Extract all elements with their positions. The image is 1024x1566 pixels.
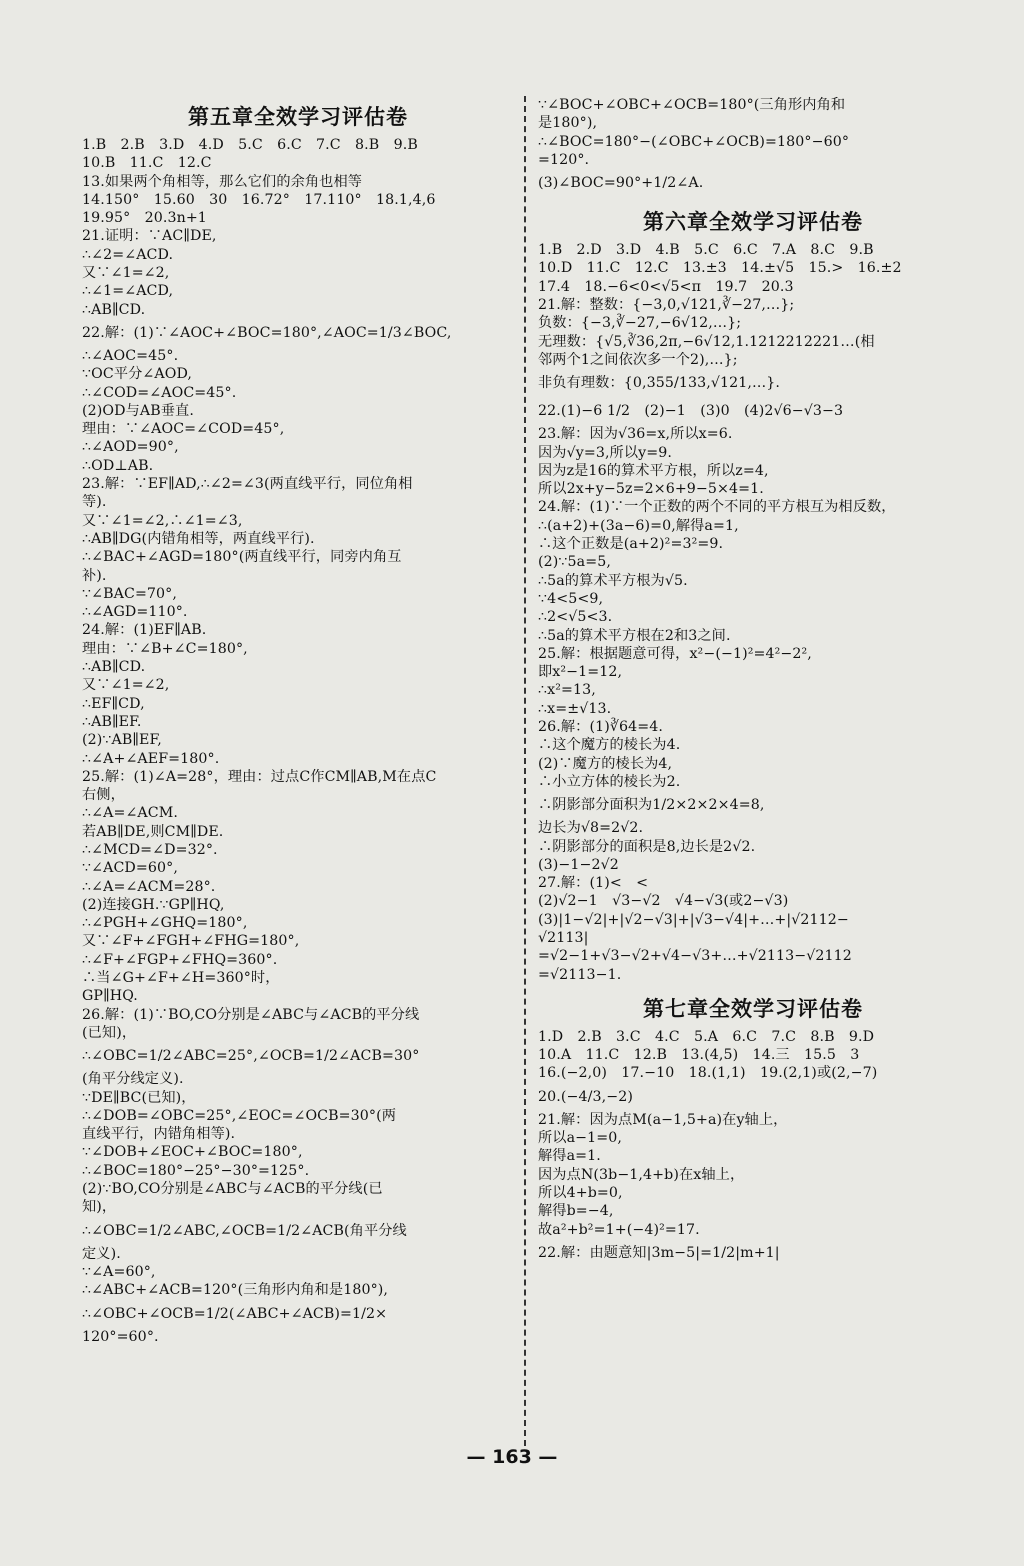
answer-line: ∴∠A=∠ACM=28°. <box>82 878 216 895</box>
answer-line: 又∵∠1=∠2, <box>82 677 170 694</box>
answer-line: (已知)， <box>82 1024 137 1041</box>
answer-line: ∵DE∥BC(已知)， <box>82 1089 196 1106</box>
answer-line: ∴2<√5<3. <box>538 609 613 626</box>
answer-line: ∴当∠G+∠F+∠H=360°时， <box>82 970 280 987</box>
answer-line: 13.如果两个角相等，那么它们的余角也相等 <box>82 173 363 190</box>
answer-line: ∵OC平分∠AOD, <box>82 366 193 383</box>
answer-line: 又∵∠1=∠2,∴∠1=∠3, <box>82 512 243 529</box>
chapter5-title: 第五章全效学习评估卷 <box>188 105 408 129</box>
answer-line: (2)∵魔方的棱长为4, <box>538 755 673 772</box>
answer-line: (2)OD与AB垂直. <box>82 402 194 419</box>
answer-line: ∴5a的算术平方根在2和3之间. <box>538 627 731 644</box>
answer-line: ∴∠PGH+∠GHQ=180°, <box>82 915 248 932</box>
answer-line: ∴∠2=∠ACD. <box>82 246 174 263</box>
answer-line: (2)∵BO,CO分别是∠ABC与∠ACB的平分线(已 <box>82 1181 383 1198</box>
answer-line: (2)连接GH.∵GP∥HQ, <box>82 896 225 913</box>
chapter6-title: 第六章全效学习评估卷 <box>643 210 863 235</box>
answer-line: ∴x²=13, <box>538 682 596 699</box>
answer-line: ∴∠1=∠ACD, <box>82 283 174 300</box>
answer-line: 21.解：因为点M(a−1,5+a)在y轴上， <box>538 1111 788 1128</box>
answer-line: 1.B 2.B 3.D 4.D 5.C 6.C 7.C 8.B 9.B <box>82 137 418 153</box>
answer-line: 等). <box>82 494 107 511</box>
answer-line: ∴∠A=∠ACM. <box>82 805 178 822</box>
answer-line: 25.解：根据题意可得，x²−(−1)²=4²−2², <box>538 645 812 662</box>
answer-line: =120°. <box>538 151 590 168</box>
answer-line: ∴∠AGD=110°. <box>82 604 188 621</box>
column-divider <box>524 96 526 1446</box>
answer-line: 解得a=1. <box>538 1148 601 1165</box>
answer-line: ∴∠COD=∠AOC=45°. <box>82 384 237 401</box>
chapter7-answers <box>538 1028 968 1267</box>
answer-line: ∵4<5<9, <box>538 590 604 607</box>
answer-line: (3)−1−2√2 <box>538 856 619 873</box>
answer-line: 21.证明：∵AC∥DE, <box>82 228 217 245</box>
answer-line: ∴∠BAC+∠AGD=180°(两直线平行，同旁内角互 <box>82 549 402 566</box>
chapter7-title: 第七章全效学习评估卷 <box>643 996 863 1021</box>
answer-line: ∴这个魔方的棱长为4. <box>538 737 681 754</box>
answer-line: 10.D 11.C 12.C 13.±3 14.±√5 15.> 16.±2 <box>538 260 902 277</box>
answer-line: 若AB∥DE,则CM∥DE. <box>82 823 224 840</box>
answer-line: 27.解：(1)< < <box>538 875 649 892</box>
answer-line: 因为点N(3b−1,4+b)在x轴上， <box>538 1166 745 1183</box>
answer-line: 所以2x+y−5z=2×6+9−5×4=1. <box>538 481 764 498</box>
answer-line: ∵∠DOB+∠EOC+∠BOC=180°, <box>82 1144 303 1161</box>
answer-line: 22.解：由题意知|3m−5|=1/2|m+1| <box>538 1244 780 1261</box>
answer-line: 无理数：{√5,∛36,2π,−6√12,1.1212212221…(相 <box>538 333 875 350</box>
answer-line: ∴∠BOC=180°−(∠OBC+∠OCB)=180°−60° <box>538 133 850 150</box>
answer-line: ∴OD⊥AB. <box>82 457 154 474</box>
answer-line: 直线平行，内错角相等). <box>82 1126 236 1143</box>
answer-line: ∴∠AOC=45°. <box>82 347 179 364</box>
answer-line: 右侧， <box>82 787 125 804</box>
answer-line: ∴∠DOB=∠OBC=25°,∠EOC=∠OCB=30°(两 <box>82 1107 397 1124</box>
answer-line: (2)∵AB∥EF, <box>82 732 162 749</box>
answer-line: ∵∠ACD=60°, <box>82 860 178 877</box>
answer-line: 24.解：(1)∵一个正数的两个不同的平方根互为相反数， <box>538 499 896 516</box>
answer-line: ∴小立方体的棱长为2. <box>538 773 681 790</box>
answer-line: 因为z是16的算术平方根，所以z=4, <box>538 462 769 479</box>
answer-line: =√2113−1. <box>538 966 622 983</box>
answer-line: ∵∠BOC+∠OBC+∠OCB=180°(三角形内角和 <box>538 97 846 113</box>
answer-line: ∴这个正数是(a+2)²=3²=9. <box>538 536 724 553</box>
answer-line: ∴阴影部分的面积是8,边长是2√2. <box>538 838 756 855</box>
answer-line: ∴∠BOC=180°−25°−30°=125°. <box>82 1162 310 1179</box>
answer-line: ∵∠BAC=70°, <box>82 585 177 602</box>
answer-line: 即x²−1=12, <box>538 664 623 681</box>
answer-line: ∴阴影部分面积为1/2×2×2×4=8, <box>538 797 765 814</box>
answer-line: ∴∠F+∠FGP+∠FHQ=360°. <box>82 951 278 968</box>
answer-line: 定义). <box>82 1245 121 1262</box>
answer-line: ∴∠OBC=1/2∠ABC,∠OCB=1/2∠ACB(角平分线 <box>82 1222 407 1239</box>
answer-line: ∴EF∥CD, <box>82 695 145 712</box>
answer-line: ∴AB∥EF. <box>82 713 142 730</box>
answer-line: ∴(a+2)+(3a−6)=0,解得a=1, <box>538 517 739 534</box>
answer-line: 25.解：(1)∠A=28°，理由：过点C作CM∥AB,M在点C <box>82 768 437 785</box>
answer-line: ∴∠AOD=90°, <box>82 439 179 456</box>
answer-line: 20.(−4/3,−2) <box>538 1088 633 1105</box>
answer-line: 因为√y=3,所以y=9. <box>538 444 672 461</box>
left-column <box>82 92 514 1346</box>
answer-line: 17.4 18.−6<0<√5<π 19.7 20.3 <box>538 278 794 295</box>
answer-line: 24.解：(1)EF∥AB. <box>82 622 207 639</box>
answer-line: 26.解：(1)∵BO,CO分别是∠ABC与∠ACB的平分线 <box>82 1006 420 1023</box>
answer-line: 边长为√8=2√2. <box>538 820 644 837</box>
answer-line: 邻两个1之间依次多一个2),…}; <box>538 351 738 368</box>
answer-line: 26.解：(1)∛64=4. <box>538 719 663 736</box>
answer-line: ∴∠OBC+∠OCB=1/2(∠ABC+∠ACB)=1/2× <box>82 1305 388 1322</box>
answer-line: 故a²+b²=1+(−4)²=17. <box>538 1221 700 1238</box>
answer-line: (角平分线定义). <box>82 1071 184 1088</box>
answer-line: ∴∠A+∠AEF=180°. <box>82 750 220 767</box>
answer-line: 14.150° 15.60 30 16.72° 17.110° 18.1,4,6 <box>82 191 436 208</box>
answer-line: 非负有理数：{0,355/133,√121,…}. <box>538 375 780 392</box>
right-column <box>538 96 968 1267</box>
answer-line: √2113| <box>538 929 589 946</box>
answer-line: =√2−1+√3−√2+√4−√3+…+√2113−√2112 <box>538 948 852 965</box>
answer-line: (2)√2−1 √3−√2 √4−√3(或2−√3) <box>538 893 789 910</box>
answer-line: 23.解：因为√36=x,所以x=6. <box>538 426 733 443</box>
answer-line: 解得b=−4, <box>538 1203 614 1220</box>
answer-line: ∴∠MCD=∠D=32°. <box>82 841 218 858</box>
chapter5-continued <box>538 96 968 197</box>
answer-line: 22.(1)−6 1/2 (2)−1 (3)0 (4)2√6−√3−3 <box>538 403 844 420</box>
answer-line: 19.95° 20.3n+1 <box>82 210 207 227</box>
answer-line: 理由：∵∠B+∠C=180°, <box>82 640 248 657</box>
page-number: — 163 — <box>466 1446 558 1468</box>
answer-line: 21.解：整数：{−3,0,√121,∛−27,…}; <box>538 297 795 314</box>
answer-line: ∴∠ABC+∠ACB=120°(三角形内角和是180°), <box>82 1282 389 1299</box>
answer-line: 22.解：(1)∵∠AOC+∠BOC=180°,∠AOC=1/3∠BOC, <box>82 324 452 341</box>
answer-line: GP∥HQ. <box>82 988 138 1005</box>
answer-line: 负数：{−3,∛−27,−6√12,…}; <box>538 315 742 332</box>
answer-line: 120°=60°. <box>82 1328 159 1345</box>
answer-line: 23.解：∵EF∥AD,∴∠2=∠3(两直线平行，同位角相 <box>82 476 413 493</box>
answer-line: 所以4+b=0, <box>538 1184 623 1201</box>
answer-line: 又∵∠1=∠2, <box>82 265 170 282</box>
answer-line: 是180°), <box>538 115 598 132</box>
answer-line: ∵∠A=60°, <box>82 1263 156 1280</box>
answer-line: 1.D 2.B 3.C 4.C 5.A 6.C 7.C 8.B 9.D <box>538 1028 875 1045</box>
answer-line: (3)∠BOC=90°+1/2∠A. <box>538 175 704 192</box>
answer-line: ∴AB∥CD. <box>82 659 146 676</box>
answer-line: 理由：∵∠AOC=∠COD=45°, <box>82 421 285 438</box>
chapter5-answers <box>82 136 514 1346</box>
answer-line: ∴x=±√13. <box>538 700 612 717</box>
answer-line: 所以a−1=0, <box>538 1130 622 1147</box>
answer-line: 10.A 11.C 12.B 13.(4,5) 14.三 15.5 3 <box>538 1047 860 1064</box>
answer-line: 10.B 11.C 12.C <box>82 155 212 172</box>
answer-line: ∴AB∥CD. <box>82 301 146 318</box>
answer-line: 1.B 2.D 3.D 4.B 5.C 6.C 7.A 8.C 9.B <box>538 242 874 259</box>
answer-line: ∴∠OBC=1/2∠ABC=25°,∠OCB=1/2∠ACB=30° <box>82 1048 420 1065</box>
answer-line: 16.(−2,0) 17.−10 18.(1,1) 19.(2,1)或(2,−7) <box>538 1065 878 1082</box>
chapter6-answers <box>538 241 968 984</box>
answer-line: (3)|1−√2|+|√2−√3|+|√3−√4|+…+|√2112− <box>538 911 849 928</box>
answer-line: ∴AB∥DG(内错角相等，两直线平行). <box>82 530 315 547</box>
answer-line: 补). <box>82 567 107 584</box>
answer-line: ∴5a的算术平方根为√5. <box>538 572 688 589</box>
answer-line: 又∵∠F+∠FGH+∠FHG=180°, <box>82 933 300 950</box>
answer-line: 知)， <box>82 1199 117 1216</box>
answer-line: (2)∵5a=5, <box>538 554 611 571</box>
